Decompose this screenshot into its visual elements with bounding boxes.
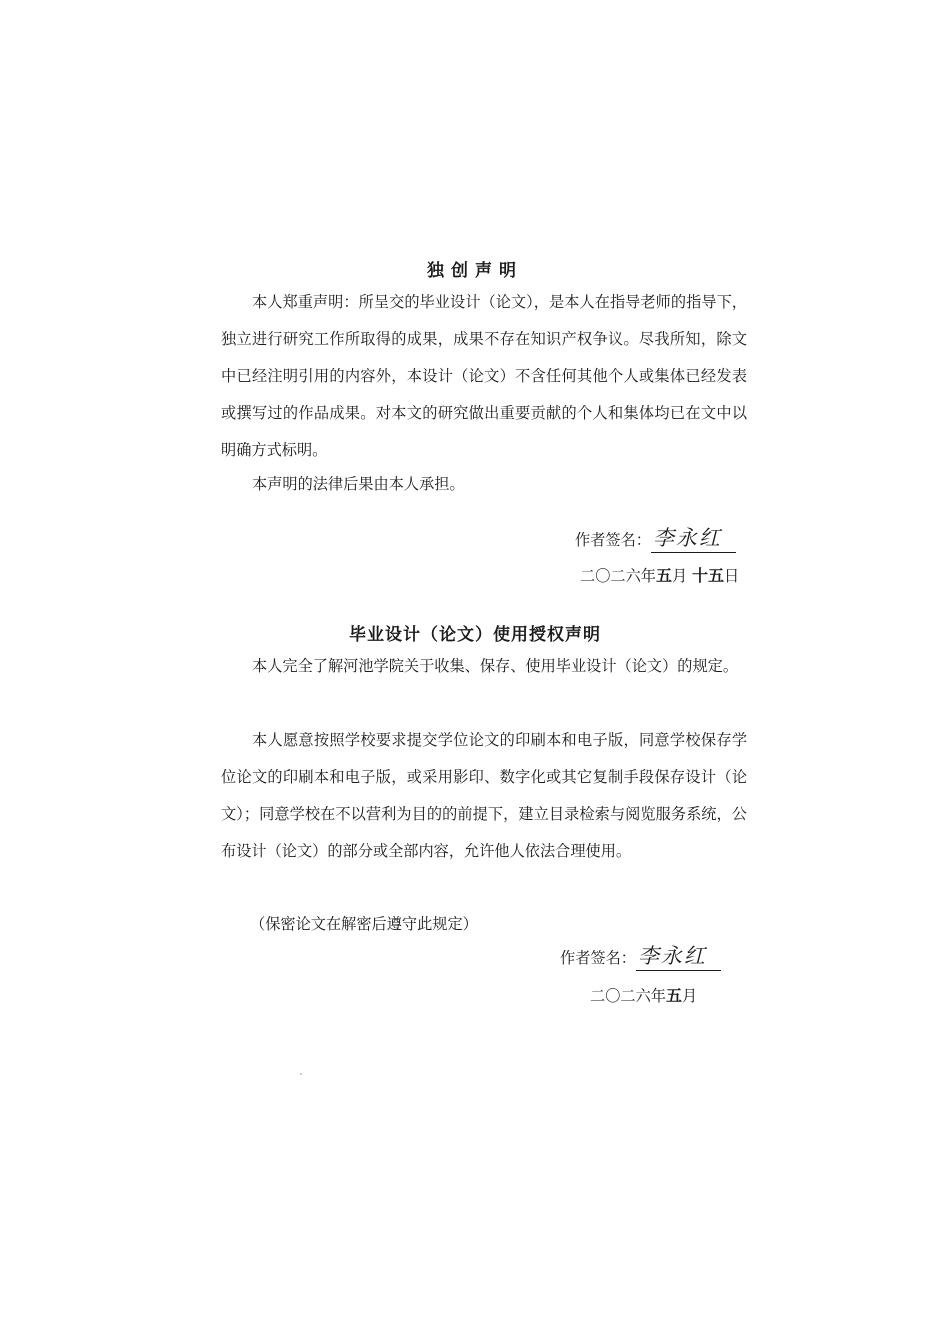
- authorization-title: 毕业设计（论文）使用授权声明: [349, 625, 601, 645]
- authorization-date: [590, 983, 697, 1006]
- declaration-date: [580, 563, 739, 586]
- date-year: 二〇二六年: [590, 987, 666, 1005]
- signature-label: 作者签名：: [560, 949, 636, 967]
- authorization-paragraph: 本人完全了解河池学院关于收集、保存、使用毕业设计（论文）的规定。: [252, 657, 738, 675]
- authorization-signature-line: [560, 940, 721, 971]
- handwritten-day: 十五: [691, 566, 724, 585]
- date-month-suffix: 月: [671, 567, 688, 585]
- declaration-title: 独创声明: [427, 261, 523, 281]
- handwritten-month: 五: [665, 986, 682, 1005]
- date-year: 二〇二六年: [580, 567, 656, 585]
- declaration-paragraph: 本声明的法律后果由本人承担。: [252, 475, 465, 493]
- handwritten-signature: 李永红: [636, 940, 721, 971]
- declaration-paragraph: 本人郑重声明：所呈交的毕业设计（论文），是本人在指导老师的指导下，独立进行研究工作所取得的成果，成果不存在知识产权争议。尽我所知，除文中已经注明引用的内容外，本设计（论文）不含任何其他个人或集体已经发表或撰写过的作品成果。对本文的研究做出重要贡献的个人和集体均已在文中以明确方式标明。: [221, 293, 747, 459]
- date-day-suffix: 日: [723, 567, 740, 585]
- handwritten-signature: 李永红: [651, 522, 736, 553]
- signature-label: 作者签名：: [575, 531, 651, 549]
- date-month-suffix: 月: [681, 987, 698, 1005]
- handwritten-month: 五: [655, 566, 672, 585]
- confidentiality-note: （保密论文在解密后遵守此规定）: [250, 915, 478, 933]
- declaration-signature-line: [575, 522, 736, 553]
- authorization-paragraph: 本人愿意按照学校要求提交学位论文的印刷本和电子版，同意学校保存学位论文的印刷本和电子版，或采用影印、数字化或其它复制手段保存设计（论文）；同意学校在不以营利为目的的前提下，建立目录检索与阅览服务系统，公布设计（论文）的部分或全部内容，允许他人依法合理使用。: [221, 731, 747, 860]
- scan-speck: [300, 1073, 302, 1075]
